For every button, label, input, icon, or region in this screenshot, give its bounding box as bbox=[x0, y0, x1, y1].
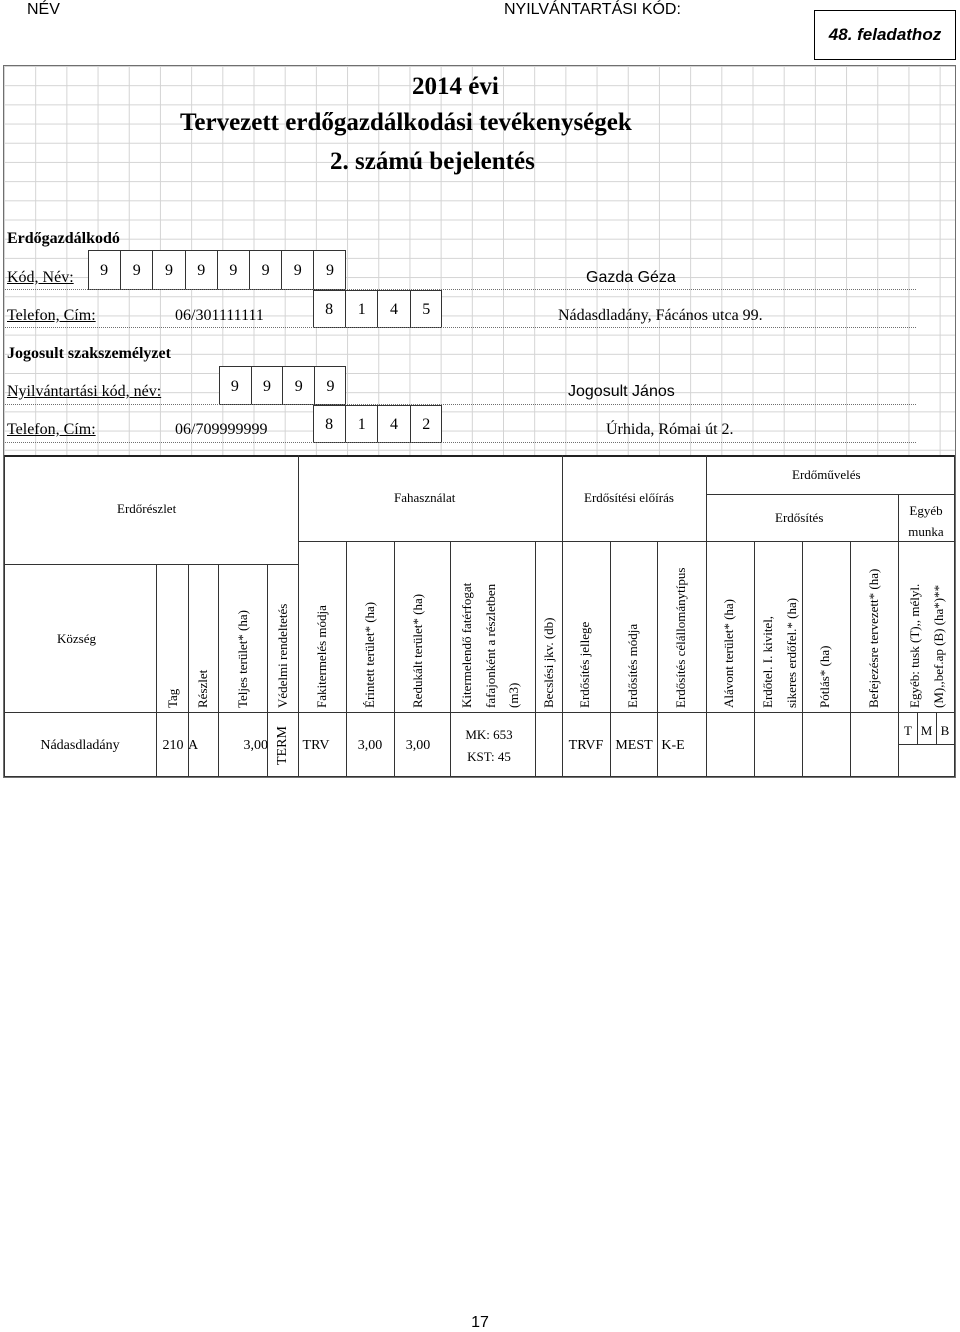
col-erintett: Érintett terület* (ha) bbox=[362, 601, 377, 708]
sep-fahasznalat-3 bbox=[535, 541, 536, 777]
cell-vedelmi: TERM bbox=[275, 726, 290, 765]
col-teljes: Teljes terület* (ha) bbox=[235, 610, 250, 708]
group-fahasznalat: Fahasználat bbox=[394, 490, 456, 505]
col-kitermelendo-3: (m3) bbox=[506, 682, 521, 708]
staff-zip-digit-1: 8 bbox=[325, 416, 334, 433]
manager-code-digit-2: 9 bbox=[120, 250, 152, 290]
form-title-main: Tervezett erdőgazdálkodási tevékenységek bbox=[180, 109, 632, 136]
manager-code-digit-3: 9 bbox=[152, 250, 184, 290]
manager-code-digit-5: 9 bbox=[217, 250, 249, 290]
staff-code-digit-1: 9 bbox=[230, 377, 239, 395]
staff-zip-digit-3: 4 bbox=[377, 405, 409, 443]
staff-code-digit-4: 9 bbox=[314, 366, 346, 405]
form-title-report: 2. számú bejelentés bbox=[330, 148, 535, 175]
staff-phone-dotted-line bbox=[5, 442, 916, 443]
cell-egyeb-t: T bbox=[904, 723, 912, 738]
table-right-line bbox=[954, 455, 955, 777]
cell-kozseg: Nádasdladány bbox=[40, 738, 120, 753]
sep-erdosites-2 bbox=[850, 541, 851, 777]
staff-name: Jogosult János bbox=[568, 383, 675, 400]
col-befejezesre: Befejezésre tervezett* (ha) bbox=[866, 568, 881, 708]
egyeb-row-line bbox=[898, 744, 954, 745]
cell-modja: MEST bbox=[615, 738, 653, 753]
sep-fahasznalat-1 bbox=[394, 541, 395, 777]
manager-phone-dotted-line bbox=[5, 327, 916, 328]
col-egyeb-2: (M),,bef.ap (B) (ha*)** bbox=[931, 584, 946, 708]
cell-erintett: 3,00 bbox=[357, 738, 383, 753]
sep-fahasznalat bbox=[562, 455, 563, 777]
group-erdomuveles: Erdőművelés bbox=[792, 467, 861, 482]
cell-teljes: 3,00 bbox=[243, 738, 268, 753]
col-kitermelendo-1: Kitermelendő fatérfogat bbox=[459, 582, 474, 708]
table-left-line bbox=[4, 455, 5, 777]
col-kozseg: Község bbox=[57, 631, 96, 646]
sep-erdoreszlet-0 bbox=[156, 564, 157, 777]
sep-erdositesi bbox=[706, 455, 707, 777]
group-erdositesi-eloiras: Erdősítési előírás bbox=[584, 490, 674, 505]
staff-phone: 06/709999999 bbox=[175, 421, 268, 438]
manager-code-label: Kód, Név: bbox=[7, 269, 74, 286]
col-erdotel-2: sikeres erdőfel.* (ha) bbox=[784, 597, 799, 708]
cell-jellege: TRVF bbox=[568, 738, 604, 753]
manager-code-digit-6: 9 bbox=[249, 250, 281, 290]
col-modja: Erdősítés módja bbox=[625, 623, 640, 708]
col-redukalt: Redukált terület* (ha) bbox=[410, 593, 425, 708]
staff-code-dotted-line bbox=[5, 404, 916, 405]
group-erdoreszlet: Erdőrészlet bbox=[117, 501, 177, 516]
erdoreszlet-sub-line bbox=[4, 564, 298, 565]
col-egyeb-1: Egyéb: tusk (T),, mélyl. bbox=[907, 583, 922, 708]
staff-code-label: Nyilvántartási kód, név: bbox=[7, 383, 162, 400]
table-bottom-line bbox=[4, 776, 954, 777]
col-reszlet: Részlet bbox=[195, 669, 210, 708]
cell-fakitermeles: TRV bbox=[302, 738, 330, 753]
staff-address: Úrhida, Római út 2. bbox=[606, 421, 734, 438]
table-header-bottom-line bbox=[4, 712, 954, 713]
col-kitermelendo-2: fafajonként a részletben bbox=[483, 583, 498, 708]
cell-kitermelendo-mk: MK: 653 bbox=[465, 727, 513, 742]
staff-phone-label: Telefon, Cím: bbox=[7, 421, 96, 438]
cell-egyeb-m: M bbox=[920, 723, 933, 738]
group-erdosites: Erdősítés bbox=[775, 510, 824, 525]
col-celallomany: Erdősítés célállománytípus bbox=[673, 567, 688, 708]
manager-code-digit-4: 9 bbox=[185, 250, 217, 290]
cell-tag: 210 bbox=[162, 738, 184, 753]
cell-celallomany: K-E bbox=[661, 738, 685, 753]
cell-egyeb-b: B bbox=[940, 723, 950, 738]
staff-code-digit-3: 9 bbox=[282, 366, 314, 405]
cell-redukalt: 3,00 bbox=[405, 738, 431, 753]
erdomuveles-sub-line bbox=[706, 494, 954, 495]
manager-zip-digit-3: 4 bbox=[377, 290, 409, 328]
manager-phone: 06/301111111 bbox=[175, 307, 264, 324]
sep-erdosites-0 bbox=[754, 541, 755, 777]
col-becslesi: Becslési jkv. (db) bbox=[541, 617, 556, 708]
manager-address: Nádasdladány, Fácános utca 99. bbox=[558, 307, 763, 324]
page-number: 17 bbox=[471, 1314, 489, 1331]
table-top-border bbox=[4, 455, 954, 457]
col-vedelmi: Védelmi rendeltetés bbox=[275, 603, 290, 708]
col-erdotel-1: Erdőtel. I. kivitel, bbox=[760, 615, 775, 708]
manager-code-dotted-line bbox=[5, 289, 916, 290]
staff-zip-digit-4: 2 bbox=[410, 405, 442, 443]
fahasznalat-sub-line bbox=[298, 541, 706, 542]
manager-name: Gazda Géza bbox=[586, 269, 676, 286]
header-name-label: NÉV bbox=[27, 1, 60, 18]
manager-zip-digit-2: 1 bbox=[345, 290, 377, 328]
cell-kitermelendo-kst: KST: 45 bbox=[467, 749, 511, 764]
staff-zip-digit-2: 1 bbox=[345, 405, 377, 443]
staff-code-digit-2: 9 bbox=[251, 366, 283, 405]
manager-section-label: Erdőgazdálkodó bbox=[7, 230, 120, 247]
manager-phone-label: Telefon, Cím: bbox=[7, 307, 96, 324]
group-egyeb-munka: Egyéb munka bbox=[908, 503, 944, 539]
header-registry-code-label: NYILVÁNTARTÁSI KÓD: bbox=[504, 1, 681, 18]
col-jellege: Erdősítés jellege bbox=[577, 621, 592, 708]
sep-erdosites-1 bbox=[802, 541, 803, 777]
col-fakitermeles: Fakitermelés módja bbox=[314, 605, 329, 708]
sep-erdoreszlet-2 bbox=[218, 564, 219, 777]
col-alavont: Alávont terület* (ha) bbox=[721, 598, 736, 708]
manager-zip-digit-4: 5 bbox=[410, 290, 442, 328]
col-potlas: Pótlás* (ha) bbox=[817, 645, 832, 708]
task-badge: 48. feladathoz bbox=[814, 10, 956, 60]
staff-section-label: Jogosult szakszemélyzet bbox=[7, 345, 171, 362]
form-title-year: 2014 évi bbox=[412, 73, 499, 100]
manager-code-digit-7: 9 bbox=[281, 250, 313, 290]
cell-reszlet: A bbox=[188, 738, 199, 753]
manager-zip-digit-1: 8 bbox=[325, 301, 334, 318]
manager-code-digit-8: 9 bbox=[313, 250, 345, 290]
col-tag: Tag bbox=[165, 688, 180, 708]
sep-fahasznalat-0 bbox=[346, 541, 347, 777]
sep-erdoreszlet bbox=[298, 455, 299, 777]
manager-code-digit-1: 9 bbox=[100, 262, 109, 279]
